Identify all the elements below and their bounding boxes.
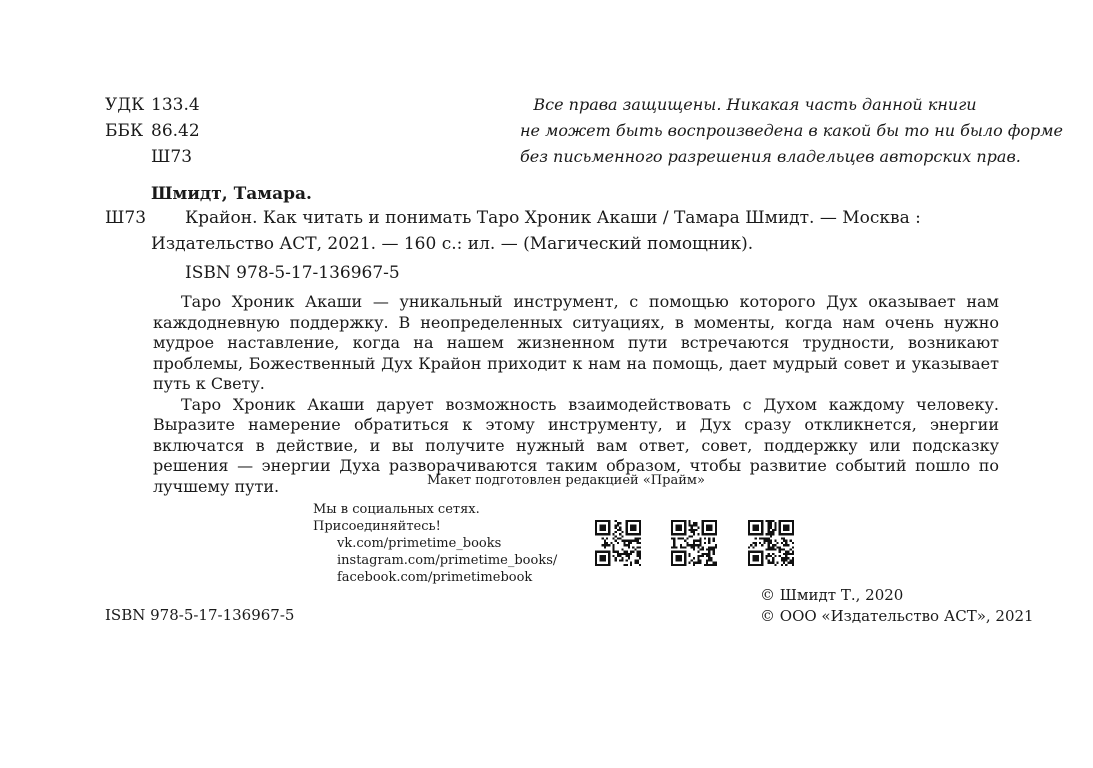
- layout-credit: Макет подготовлен редакцией «Прайм»: [427, 473, 705, 488]
- annotation-paragraph: Таро Хроник Акаши дарует возможность взаимодействовать с Духом каждому человеку. Выразите намерение обратиться к этому инструменту, и Дух сразу откликнется, энергии включатся в действие, и вы получите нужный вам ответ, совет, поддержку или подсказку решения — энергии Духа разворачиваются таким образом, чтобы развитие событий пошло по лучшему пути.: [153, 394, 999, 496]
- record-code: Ш73: [105, 208, 147, 228]
- vk-link[interactable]: vk.com/primetime_books: [337, 536, 502, 551]
- copyright-line: © Шмидт Т., 2020: [760, 586, 904, 604]
- facebook-link[interactable]: facebook.com/primetimebook: [337, 570, 533, 585]
- instagram-link[interactable]: instagram.com/primetime_books/: [337, 553, 558, 568]
- annotation-paragraph: Таро Хроник Акаши — уникальный инструмент, с помощью которого Дух оказывает нам каждодневную поддержку. В неопределенных ситуациях, в моменты, когда нам очень нужно мудрое наставление, когда на нашем жизненном пути встречаются трудности, возникают проблемы, Божественный Дух Крайон приходит к нам на помощь, дает мудрый совет и указывает путь к Свету.: [153, 292, 999, 393]
- udk-label: УДК: [105, 95, 145, 115]
- bbk-value: 86.42: [151, 121, 200, 141]
- rights-line: не может быть воспроизведена в какой бы то ни было форме: [520, 121, 1063, 140]
- annotation: [153, 292, 999, 497]
- udk-value: 133.4: [151, 95, 200, 115]
- bibliographic-record: Крайон. Как читать и понимать Таро Хроник Акаши / Тамара Шмидт. — Москва : Издательство АСТ, 2021. — 160 с.: ил. — (Магический помощник).: [151, 208, 921, 254]
- qr-code-icon[interactable]: [671, 520, 717, 566]
- qr-code-icon[interactable]: [748, 520, 794, 566]
- rights-line: Все права защищены. Никакая часть данной книги: [533, 95, 977, 114]
- rights-notice: [520, 92, 1063, 170]
- social-intro: [313, 501, 557, 586]
- author-heading: Шмидт, Тамара.: [151, 184, 312, 204]
- social-line: Мы в социальных сетях.: [313, 502, 480, 517]
- rights-line: без письменного разрешения владельцев авторских прав.: [520, 147, 1021, 166]
- copyright-line: © ООО «Издательство АСТ», 2021: [760, 607, 1034, 625]
- isbn-entry: ISBN 978-5-17-136967-5: [185, 263, 400, 283]
- copyright-block: [760, 585, 1034, 627]
- bbk-label: ББК: [105, 121, 144, 141]
- social-links: [313, 535, 557, 586]
- social-line: Присоединяйтесь!: [313, 519, 441, 534]
- qr-code-icon[interactable]: [595, 520, 641, 566]
- author-code: Ш73: [151, 147, 193, 167]
- isbn-bottom: ISBN 978-5-17-136967-5: [105, 606, 295, 624]
